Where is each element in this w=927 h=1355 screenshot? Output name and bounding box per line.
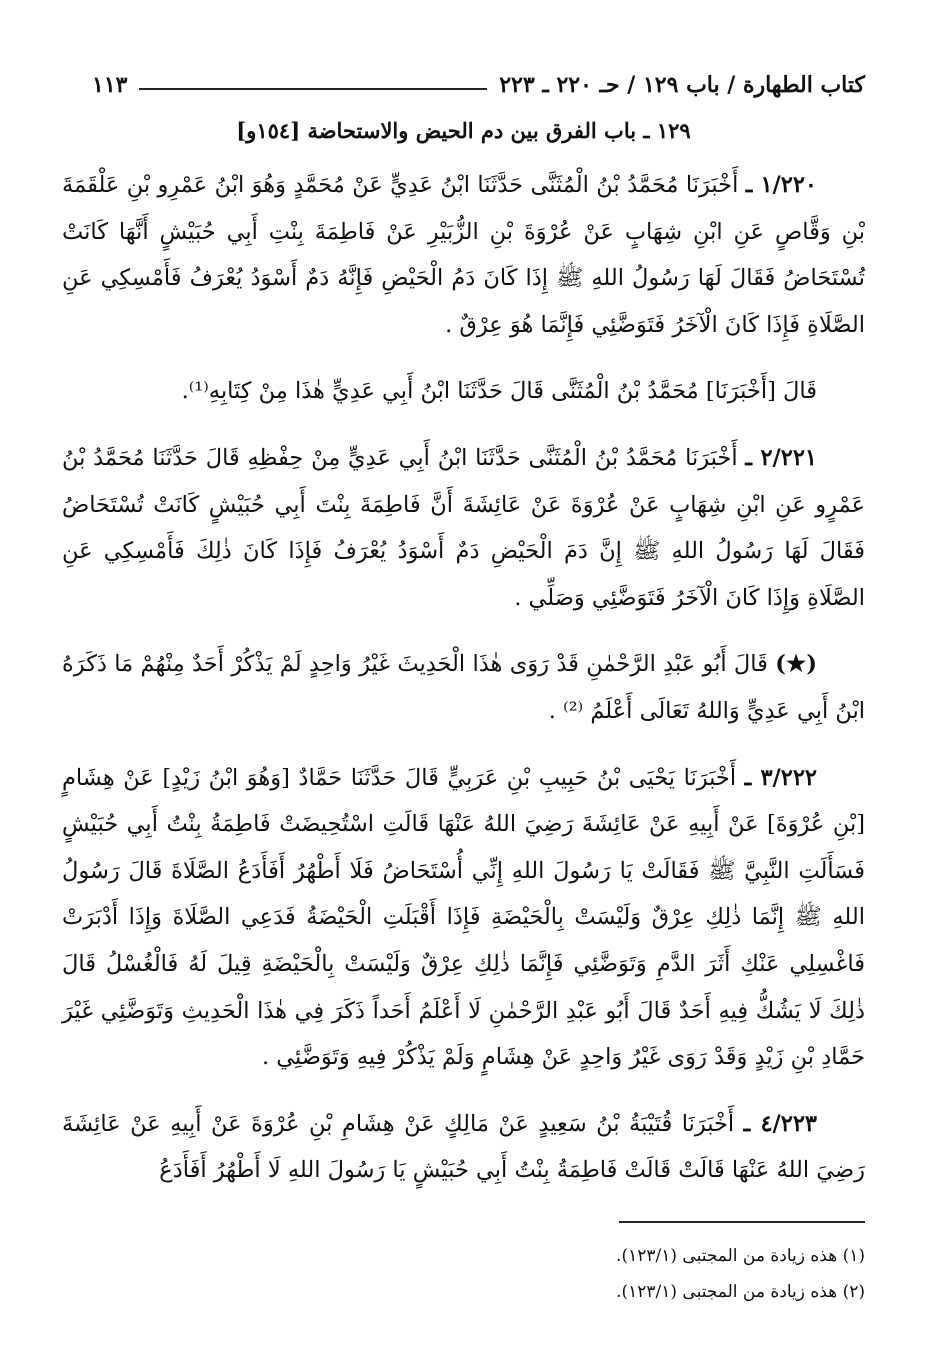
footnote-rule (619, 1221, 865, 1223)
commentary-note (62, 641, 865, 734)
footnotes (300, 1238, 865, 1310)
star-marker: (★) (775, 651, 818, 678)
hadith-number: ٢/٢٢١ ـ (745, 444, 817, 471)
hadith-text: أَخْبَرَنَا مُحَمَّدُ بْنُ الْمُثَنَّى حَدَّثَنَا ابْنُ عَدِيٍّ عَنْ مُحَمَّدٍ وَهُوَ ابْنُ عَمْرِو بْنِ عَلْقَمَةَ بْنِ وَقَّاصٍ عَنِ ابْنِ شِهَابٍ عَنْ عُرْوَةَ بْنِ الزُّبَيْرِ عَنْ فَاطِمَةَ بِنْتِ أَبِي حُبَيْشٍ أَنَّهَا كَانَتْ تُسْتَحَاضُ فَقَالَ لَهَا رَسُولُ اللهِ ﷺ إِذَا كَانَ دَمُ الْحَيْضِ فَإِنَّهُ دَمٌ أَسْوَدُ يُعْرَفُ فَأَمْسِكِي عَنِ الصَّلَاةِ فَإِذَا كَانَ الْآخَرُ فَتَوَضَّئِي فَإِنَّمَا هُوَ عِرْقٌ . (62, 172, 865, 338)
hadith-number: ١/٢٢٠ ـ (745, 172, 817, 198)
hadith-text: أَخْبَرَنَا مُحَمَّدُ بْنُ الْمُثَنَّى حَدَّثَنَا ابْنُ أَبِي عَدِيٍّ مِنْ حِفْظِهِ قَالَ حَدَّثَنَا مُحَمَّدُ بْنُ عَمْرٍو عَنِ ابْنِ شِهَابٍ عَنْ عُرْوَةَ عَنْ عَائِشَةَ أَنَّ فَاطِمَةَ بِنْتَ أَبِي حُبَيْشٍ كَانَتْ تُسْتَحَاضُ فَقَالَ لَهَا رَسُولُ اللهِ ﷺ إِنَّ دَمَ الْحَيْضِ دَمٌ أَسْوَدُ يُعْرَفُ فَإِذَا كَانَ ذٰلِكَ فَأَمْسِكِي عَنِ الصَّلَاةِ وَإِذَا كَانَ الْآخَرُ فَتَوَضَّئِي وَصَلِّي . (62, 444, 865, 611)
hadith-221 (62, 435, 865, 621)
page-number: ١١٣ (92, 72, 128, 98)
hadith-223 (62, 1101, 865, 1194)
hadith-220 (62, 162, 865, 348)
header-rule (139, 88, 487, 90)
footnote-2: (٢) هذه زيادة من المجتبى (١٢٣/١). (616, 1282, 865, 1302)
running-title: كتاب الطهارة / باب ١٢٩ / حـ ٢٢٠ ـ ٢٢٣ (499, 72, 865, 98)
hadith-text: قَالَ [أَخْبَرَنَا] مُحَمَّدُ بْنُ الْمُثَنَّى قَالَ حَدَّثَنَا ابْنُ أَبِي عَدِيٍّ هٰذَا مِنْ كِتَابِهِ⁽¹⁾. (181, 378, 817, 405)
hadith-text: أَخْبَرَنَا قُتَيْبَةُ بْنُ سَعِيدٍ عَنْ مَالِكٍ عَنْ هِشَامِ بْنِ عُرْوَةَ عَنْ أَبِيهِ عَنْ عَائِشَةَ رَضِيَ اللهُ عَنْهَا قَالَتْ قَالَتْ فَاطِمَةُ بِنْتُ أَبِي حُبَيْشٍ يَا رَسُولَ اللهِ لَا أَطْهُرُ أَفَأَدَعُ (62, 1110, 865, 1184)
main-text (62, 162, 865, 1194)
footnote-1: (١) هذه زيادة من المجتبى (١٢٣/١). (616, 1246, 865, 1266)
hadith-220-note (62, 368, 865, 415)
chapter-heading: ١٢٩ ـ باب الفرق بين دم الحيض والاستحاضة [١٥٤و] (236, 118, 691, 143)
hadith-text: أَخْبَرَنَا يَحْيَى بْنُ حَبِيبِ بْنِ عَرَبِيٍّ قَالَ حَدَّثَنَا حَمَّادٌ [وَهُوَ ابْنُ زَيْدٍ] عَنْ هِشَامٍ [بْنِ عُرْوَةَ] عَنْ أَبِيهِ عَنْ عَائِشَةَ رَضِيَ اللهُ عَنْهَا قَالَتِ اسْتُحِيضَتْ فَاطِمَةُ بِنْتُ أَبِي حُبَيْشٍ فَسَأَلَتِ النَّبِيَّ ﷺ فَقَالَتْ يَا رَسُولَ اللهِ إِنِّي أُسْتَحَاضُ فَلَا أَطْهُرُ أَفَأَدَعُ الصَّلَاةَ قَالَ رَسُولُ اللهِ ﷺ إِنَّمَا ذٰلِكِ عِرْقٌ وَلَيْسَتْ بِالْحَيْضَةِ فَإِذَا أَقْبَلَتِ الْحَيْضَةُ فَدَعِي الصَّلَاةَ وَإِذَا أَدْبَرَتْ فَاغْسِلِي عَنْكِ أَثَرَ الدَّمِ وَتَوَضَّئِي فَإِنَّمَا ذٰلِكِ عِرْقٌ وَلَيْسَتْ بِالْحَيْضَةِ قِيلَ لَهُ فَالْغُسْلُ قَالَ ذٰلِكَ لَا يَشُكُّ فِيهِ أَحَدٌ قَالَ أَبُو عَبْدِ الرَّحْمٰنِ لَا أَعْلَمُ أَحَداً ذَكَرَ فِي هٰذَا الْحَدِيثِ وَتَوَضَّئِي غَيْرَ حَمَّادِ بْنِ زَيْدٍ وَقَدْ رَوَى غَيْرُ وَاحِدٍ عَنْ هِشَامٍ وَلَمْ يَذْكُرْ فِيهِ وَتَوَضَّئِي . (62, 764, 865, 1071)
running-header (92, 68, 865, 102)
hadith-number: ٤/٢٢٣ ـ (743, 1110, 817, 1137)
hadith-222 (62, 755, 865, 1081)
hadith-number: ٣/٢٢٢ ـ (744, 764, 817, 791)
hadith-text: قَالَ أَبُو عَبْدِ الرَّحْمٰنِ قَدْ رَوَى هٰذَا الْحَدِيثَ غَيْرُ وَاحِدٍ لَمْ يَذْكُرْ أَحَدٌ مِنْهُمْ مَا ذَكَرَهُ ابْنُ أَبِي عَدِيٍّ وَاللهُ تَعَالَى أَعْلَمُ ⁽²⁾ . (62, 651, 865, 724)
